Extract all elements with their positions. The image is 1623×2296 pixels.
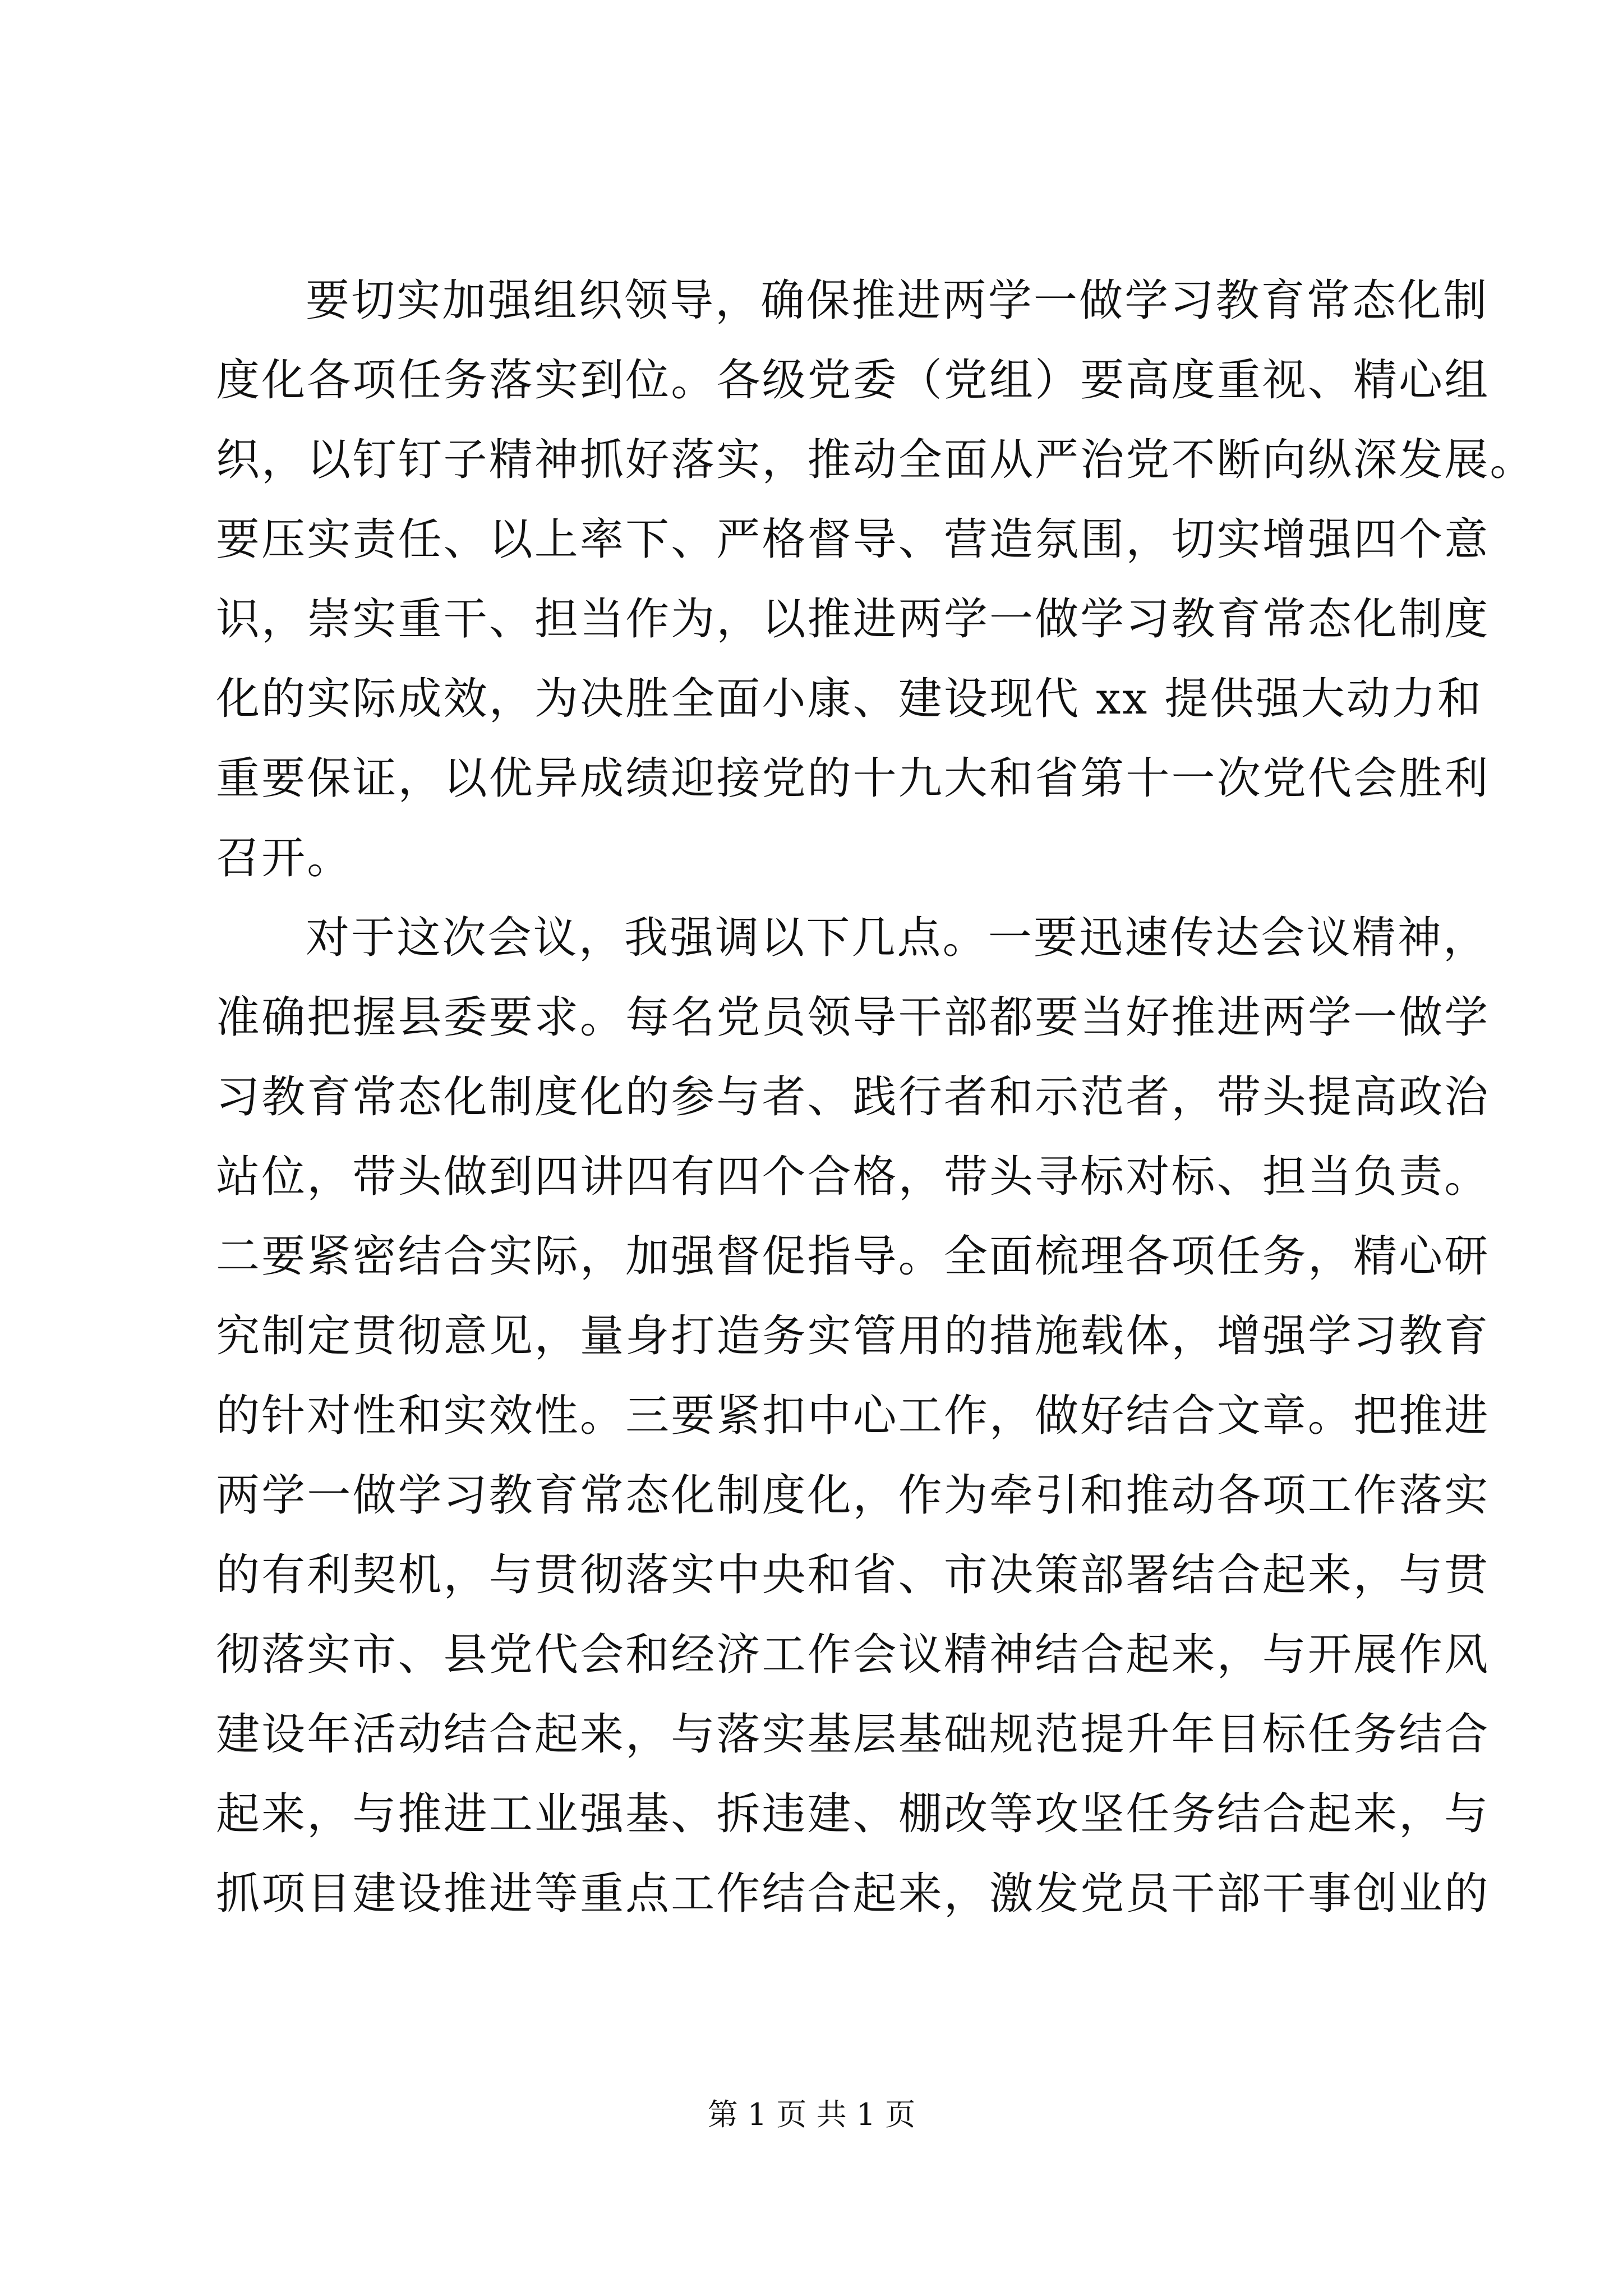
paragraph-1-line-6: 化的实际成效，为决胜全面小康、建设现代 xx 提供强大动力和 [216, 674, 1483, 724]
paragraph-1-line-1: 要切实加强组织领导，确保推进两学一做学习教育常态化制 [306, 275, 1489, 326]
page-footer [0, 2092, 1623, 2137]
paragraph-2-line-4: 站位，带头做到四讲四有四个合格，带头寻标对标、担当负责。 [216, 1152, 1490, 1202]
paragraph-2-line-8: 两学一做学习教育常态化制度化，作为牵引和推动各项工作落实 [216, 1470, 1490, 1521]
paragraph-2-line-2: 准确把握县委要求。每名党员领导干部都要当好推进两学一做学 [216, 992, 1490, 1043]
document-body [216, 261, 1536, 1934]
paragraph-1-line-7: 重要保证，以优异成绩迎接党的十九大和省第十一次党代会胜利 [216, 753, 1490, 804]
paragraph-2-line-9: 的有利契机，与贯彻落实中央和省、市决策部署结合起来，与贯 [216, 1550, 1490, 1600]
paragraph-2-line-13: 抓项目建设推进等重点工作结合起来，激发党员干部干事创业的 [216, 1869, 1490, 1919]
paragraph-2-line-1: 对于这次会议，我强调以下几点。一要迅速传达会议精神， [306, 913, 1489, 963]
paragraph-1-line-8: 召开。 [216, 833, 353, 884]
paragraph-2-line-7: 的针对性和实效性。三要紧扣中心工作，做好结合文章。把推进 [216, 1391, 1490, 1441]
paragraph-1-line-2: 度化各项任务落实到位。各级党委（党组）要高度重视、精心组 [216, 355, 1490, 406]
page-number-label: 第 1 页 共 1 页 [707, 2097, 916, 2132]
paragraph-1-line-5: 识，崇实重干、担当作为，以推进两学一做学习教育常态化制度 [216, 594, 1490, 645]
paragraph-2-line-6: 究制定贯彻意见，量身打造务实管用的措施载体，增强学习教育 [216, 1311, 1490, 1361]
paragraph-2-line-3: 习教育常态化制度化的参与者、践行者和示范者，带头提高政治 [216, 1072, 1490, 1122]
paragraph-2-line-5: 二要紧密结合实际，加强督促指导。全面梳理各项任务，精心研 [216, 1231, 1490, 1282]
paragraph-2-line-11: 建设年活动结合起来，与落实基层基础规范提升年目标任务结合 [216, 1709, 1490, 1760]
paragraph-1-line-3: 织，以钉钉子精神抓好落实，推动全面从严治党不断向纵深发展。 [216, 435, 1536, 485]
paragraph-2-line-10: 彻落实市、县党代会和经济工作会议精神结合起来，与开展作风 [216, 1630, 1490, 1680]
paragraph-2-line-12: 起来，与推进工业强基、拆违建、棚改等攻坚任务结合起来，与 [216, 1789, 1490, 1839]
paragraph-1-line-4: 要压实责任、以上率下、严格督导、营造氛围，切实增强四个意 [216, 514, 1490, 565]
